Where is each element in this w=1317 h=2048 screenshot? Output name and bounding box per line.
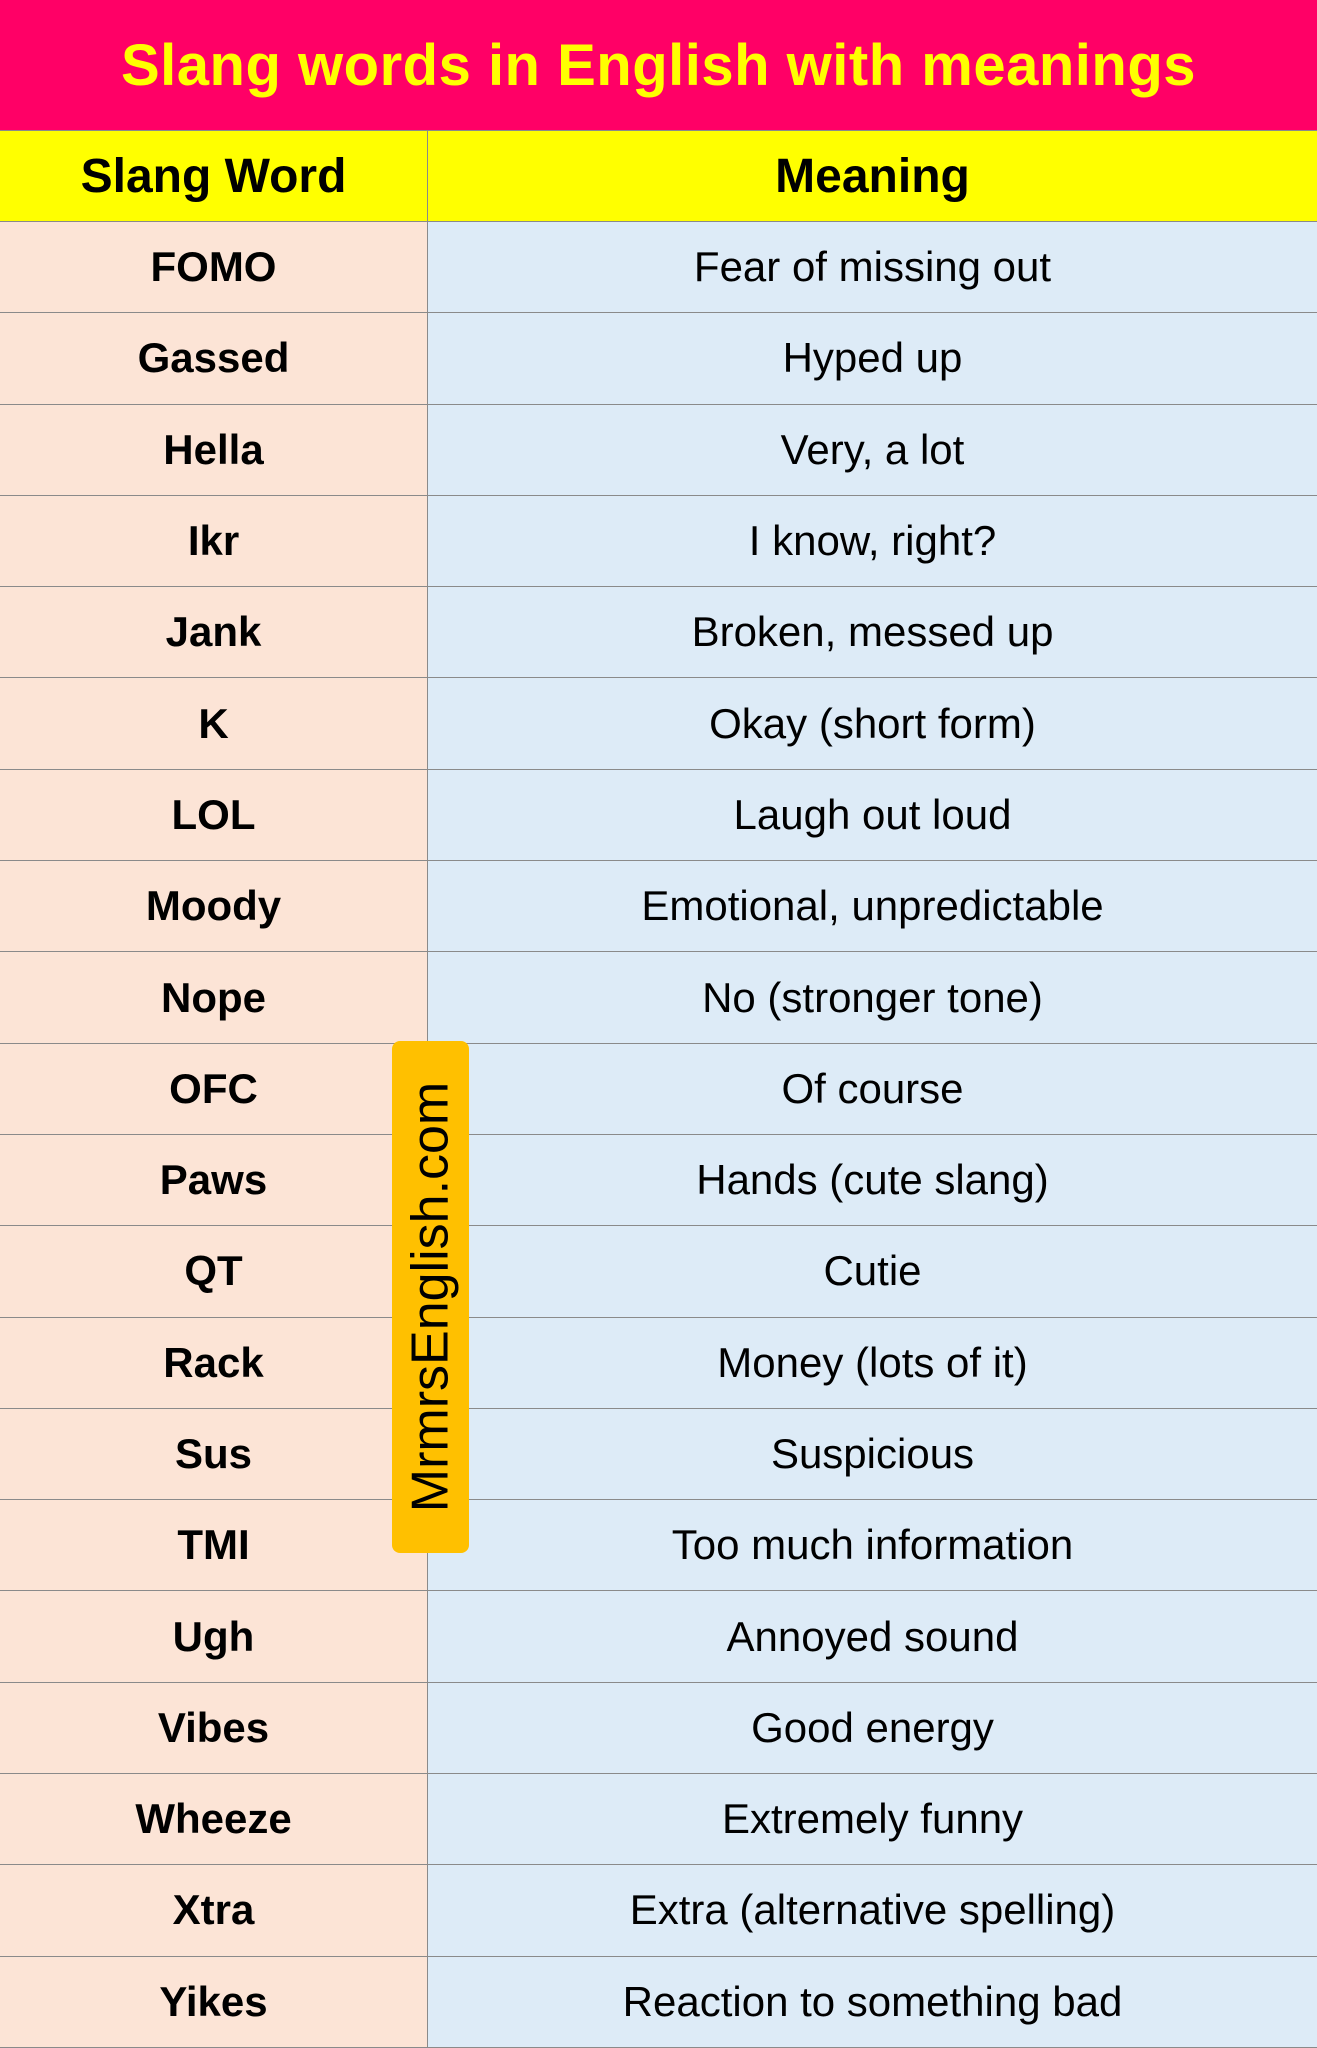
table-row bbox=[0, 1957, 1317, 2048]
slang-word-cell: Ugh bbox=[0, 1591, 428, 1681]
slang-word-cell: Paws bbox=[0, 1135, 428, 1225]
meaning-cell: Emotional, unpredictable bbox=[428, 861, 1317, 951]
slang-word-cell: Gassed bbox=[0, 313, 428, 403]
table-body bbox=[0, 222, 1317, 2048]
slang-word-cell: Ikr bbox=[0, 496, 428, 586]
table-row bbox=[0, 587, 1317, 678]
slang-word-cell: Jank bbox=[0, 587, 428, 677]
meaning-cell: No (stronger tone) bbox=[428, 952, 1317, 1042]
table-row bbox=[0, 496, 1317, 587]
slang-word-cell: Sus bbox=[0, 1409, 428, 1499]
meaning-cell: Extremely funny bbox=[428, 1774, 1317, 1864]
meaning-cell: Reaction to something bad bbox=[428, 1957, 1317, 2047]
page-title: Slang words in English with meanings bbox=[121, 32, 1196, 98]
slang-table bbox=[0, 130, 1317, 2048]
table-header-row bbox=[0, 130, 1317, 222]
slang-word-cell: Vibes bbox=[0, 1683, 428, 1773]
table-row bbox=[0, 1865, 1317, 1956]
watermark-badge bbox=[392, 1041, 469, 1553]
meaning-cell: Hyped up bbox=[428, 313, 1317, 403]
table-row bbox=[0, 1591, 1317, 1682]
slang-word-cell: Nope bbox=[0, 952, 428, 1042]
meaning-cell: Good energy bbox=[428, 1683, 1317, 1773]
meaning-cell: Suspicious bbox=[428, 1409, 1317, 1499]
table-row bbox=[0, 952, 1317, 1043]
slang-word-cell: Wheeze bbox=[0, 1774, 428, 1864]
table-row bbox=[0, 861, 1317, 952]
meaning-cell: Money (lots of it) bbox=[428, 1318, 1317, 1408]
table-row bbox=[0, 313, 1317, 404]
meaning-cell: Very, a lot bbox=[428, 405, 1317, 495]
slang-word-cell: QT bbox=[0, 1226, 428, 1316]
table-row bbox=[0, 1500, 1317, 1591]
meaning-cell: Okay (short form) bbox=[428, 678, 1317, 768]
slang-word-cell: Hella bbox=[0, 405, 428, 495]
slang-word-cell: OFC bbox=[0, 1044, 428, 1134]
meaning-cell: Cutie bbox=[428, 1226, 1317, 1316]
table-row bbox=[0, 1226, 1317, 1317]
slang-word-cell: Rack bbox=[0, 1318, 428, 1408]
meaning-cell: Fear of missing out bbox=[428, 222, 1317, 312]
slang-word-cell: Xtra bbox=[0, 1865, 428, 1955]
table-row bbox=[0, 1409, 1317, 1500]
table-row bbox=[0, 770, 1317, 861]
watermark-text: MrmrsEnglish.com bbox=[401, 1081, 460, 1513]
meaning-cell: I know, right? bbox=[428, 496, 1317, 586]
table-row bbox=[0, 1683, 1317, 1774]
meaning-cell: Hands (cute slang) bbox=[428, 1135, 1317, 1225]
meaning-cell: Too much information bbox=[428, 1500, 1317, 1590]
table-row bbox=[0, 1774, 1317, 1865]
slang-word-cell: K bbox=[0, 678, 428, 768]
title-banner bbox=[0, 0, 1317, 130]
slang-word-cell: LOL bbox=[0, 770, 428, 860]
meaning-cell: Annoyed sound bbox=[428, 1591, 1317, 1681]
table-row bbox=[0, 405, 1317, 496]
meaning-cell: Laugh out loud bbox=[428, 770, 1317, 860]
table-row bbox=[0, 678, 1317, 769]
slang-word-cell: TMI bbox=[0, 1500, 428, 1590]
slang-word-cell: Moody bbox=[0, 861, 428, 951]
table-row bbox=[0, 1318, 1317, 1409]
meaning-cell: Extra (alternative spelling) bbox=[428, 1865, 1317, 1955]
header-meaning: Meaning bbox=[775, 149, 970, 203]
table-row bbox=[0, 1135, 1317, 1226]
slang-word-cell: FOMO bbox=[0, 222, 428, 312]
header-slang-word: Slang Word bbox=[0, 131, 428, 221]
meaning-cell: Of course bbox=[428, 1044, 1317, 1134]
meaning-cell: Broken, messed up bbox=[428, 587, 1317, 677]
slang-word-cell: Yikes bbox=[0, 1957, 428, 2047]
table-row bbox=[0, 222, 1317, 313]
table-row bbox=[0, 1044, 1317, 1135]
